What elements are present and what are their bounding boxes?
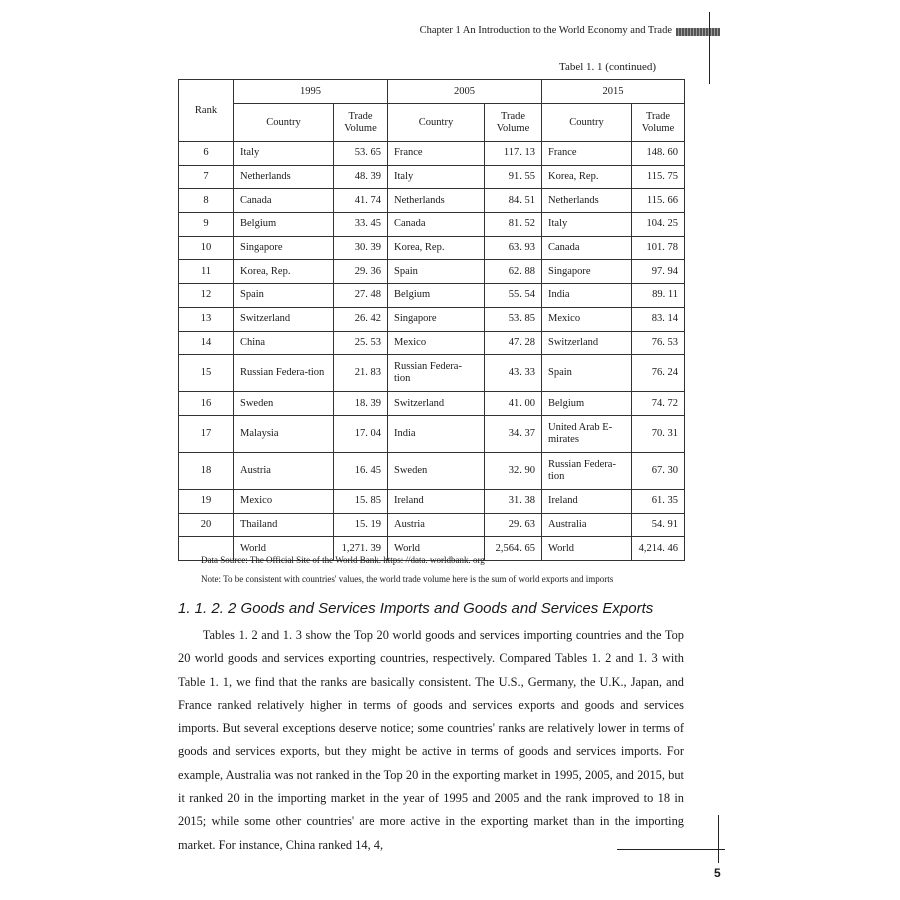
world-volume-1995-cell: 1,271. 39 — [334, 537, 388, 561]
rank-cell: 15 — [179, 355, 234, 392]
country-2015-cell: United Arab E-mirates — [542, 415, 632, 452]
footer-vertical-rule — [718, 815, 719, 863]
country-header: Country — [234, 104, 334, 142]
country-2015-cell: Netherlands — [542, 189, 632, 213]
table-row — [179, 142, 685, 166]
country-2005-cell: Korea, Rep. — [388, 236, 485, 260]
data-source-note: Data Source: The Official Site of the World Bank. https: //data. worldbank. org — [201, 555, 485, 565]
table-row — [179, 260, 685, 284]
volume-1995-cell: 33. 45 — [334, 213, 388, 237]
country-2015-cell: Mexico — [542, 307, 632, 331]
table-row — [179, 236, 685, 260]
country-1995-cell: Korea, Rep. — [234, 260, 334, 284]
volume-1995-cell: 17. 04 — [334, 415, 388, 452]
country-2015-cell: France — [542, 142, 632, 166]
country-2005-cell: Netherlands — [388, 189, 485, 213]
volume-1995-cell: 27. 48 — [334, 284, 388, 308]
rank-cell: 17 — [179, 415, 234, 452]
volume-1995-cell: 18. 39 — [334, 392, 388, 416]
volume-2005-cell: 84. 51 — [485, 189, 542, 213]
country-2005-cell: Italy — [388, 165, 485, 189]
world-country-1995-cell: World — [234, 537, 334, 561]
country-1995-cell: China — [234, 331, 334, 355]
country-2005-cell: Spain — [388, 260, 485, 284]
rank-cell: 10 — [179, 236, 234, 260]
volume-2005-cell: 31. 38 — [485, 489, 542, 513]
section-heading: 1. 1. 2. 2 Goods and Services Imports and Goods and Services Exports — [178, 600, 654, 617]
volume-2005-cell: 63. 93 — [485, 236, 542, 260]
rank-cell: 12 — [179, 284, 234, 308]
country-header: Country — [388, 104, 485, 142]
header-vertical-rule — [709, 12, 710, 84]
volume-2005-cell: 34. 37 — [485, 415, 542, 452]
country-header: Country — [542, 104, 632, 142]
table-footnote: Note: To be consistent with countries' values, the world trade volume here is the sum of world exports and imports — [201, 574, 614, 584]
country-2005-cell: Ireland — [388, 489, 485, 513]
table-row — [179, 189, 685, 213]
volume-1995-cell: 29. 36 — [334, 260, 388, 284]
world-volume-2015-cell: 4,214. 46 — [632, 537, 685, 561]
volume-2015-cell: 97. 94 — [632, 260, 685, 284]
country-2015-cell: India — [542, 284, 632, 308]
rank-cell: 14 — [179, 331, 234, 355]
country-2005-cell: Russian Federa-tion — [388, 355, 485, 392]
volume-header: Trade Volume — [485, 104, 542, 142]
table-row — [179, 331, 685, 355]
rank-cell: 13 — [179, 307, 234, 331]
country-1995-cell: Thailand — [234, 513, 334, 537]
volume-2015-cell: 61. 35 — [632, 489, 685, 513]
volume-2015-cell: 74. 72 — [632, 392, 685, 416]
table-row — [179, 284, 685, 308]
country-2015-cell: Australia — [542, 513, 632, 537]
country-2015-cell: Singapore — [542, 260, 632, 284]
table-row — [179, 489, 685, 513]
volume-1995-cell: 41. 74 — [334, 189, 388, 213]
volume-2005-cell: 117. 13 — [485, 142, 542, 166]
year-header-2005: 2005 — [388, 80, 542, 104]
table-body — [179, 142, 685, 561]
volume-1995-cell: 15. 85 — [334, 489, 388, 513]
volume-2015-cell: 115. 66 — [632, 189, 685, 213]
table-row — [179, 213, 685, 237]
country-2005-cell: Singapore — [388, 307, 485, 331]
volume-2015-cell: 54. 91 — [632, 513, 685, 537]
rank-cell: 11 — [179, 260, 234, 284]
rank-header: Rank — [179, 80, 234, 142]
year-header-2015: 2015 — [542, 80, 685, 104]
volume-2005-cell: 47. 28 — [485, 331, 542, 355]
country-2005-cell: Sweden — [388, 452, 485, 489]
table-row — [179, 513, 685, 537]
volume-2015-cell: 83. 14 — [632, 307, 685, 331]
country-2015-cell: Ireland — [542, 489, 632, 513]
country-2005-cell: Canada — [388, 213, 485, 237]
trade-volume-table — [178, 79, 685, 561]
country-1995-cell: Austria — [234, 452, 334, 489]
volume-1995-cell: 26. 42 — [334, 307, 388, 331]
world-country-2005-cell: World — [388, 537, 485, 561]
table-row — [179, 307, 685, 331]
country-2015-cell: Belgium — [542, 392, 632, 416]
volume-2015-cell: 89. 11 — [632, 284, 685, 308]
volume-1995-cell: 25. 53 — [334, 331, 388, 355]
rank-cell: 16 — [179, 392, 234, 416]
volume-header: Trade Volume — [334, 104, 388, 142]
country-1995-cell: Malaysia — [234, 415, 334, 452]
page-number: 5 — [714, 866, 721, 880]
country-1995-cell: Singapore — [234, 236, 334, 260]
table-row — [179, 392, 685, 416]
volume-header: Trade Volume — [632, 104, 685, 142]
volume-2005-cell: 81. 52 — [485, 213, 542, 237]
volume-1995-cell: 21. 83 — [334, 355, 388, 392]
volume-2015-cell: 115. 75 — [632, 165, 685, 189]
country-2015-cell: Korea, Rep. — [542, 165, 632, 189]
country-1995-cell: Switzerland — [234, 307, 334, 331]
volume-1995-cell: 15. 19 — [334, 513, 388, 537]
country-2005-cell: Mexico — [388, 331, 485, 355]
table-row — [179, 355, 685, 392]
country-2005-cell: Austria — [388, 513, 485, 537]
rank-cell: 8 — [179, 189, 234, 213]
country-2015-cell: Italy — [542, 213, 632, 237]
country-1995-cell: Spain — [234, 284, 334, 308]
volume-2015-cell: 67. 30 — [632, 452, 685, 489]
country-2015-cell: Canada — [542, 236, 632, 260]
country-1995-cell: Italy — [234, 142, 334, 166]
country-2005-cell: Switzerland — [388, 392, 485, 416]
rank-cell: 9 — [179, 213, 234, 237]
rank-cell: 7 — [179, 165, 234, 189]
volume-2005-cell: 43. 33 — [485, 355, 542, 392]
volume-1995-cell: 16. 45 — [334, 452, 388, 489]
country-1995-cell: Sweden — [234, 392, 334, 416]
world-country-2015-cell: World — [542, 537, 632, 561]
table-caption: Tabel 1. 1 (continued) — [559, 61, 656, 73]
volume-2015-cell: 76. 24 — [632, 355, 685, 392]
rank-cell: 6 — [179, 142, 234, 166]
volume-1995-cell: 48. 39 — [334, 165, 388, 189]
table-row — [179, 165, 685, 189]
volume-2015-cell: 76. 53 — [632, 331, 685, 355]
country-2005-cell: France — [388, 142, 485, 166]
volume-2015-cell: 70. 31 — [632, 415, 685, 452]
country-2015-cell: Russian Federa-tion — [542, 452, 632, 489]
volume-2015-cell: 148. 60 — [632, 142, 685, 166]
volume-2005-cell: 32. 90 — [485, 452, 542, 489]
country-1995-cell: Canada — [234, 189, 334, 213]
footer-horizontal-rule — [617, 849, 725, 850]
rank-cell: 18 — [179, 452, 234, 489]
volume-1995-cell: 53. 65 — [334, 142, 388, 166]
volume-2005-cell: 62. 88 — [485, 260, 542, 284]
volume-2005-cell: 91. 55 — [485, 165, 542, 189]
running-head-title: Chapter 1 An Introduction to the World Economy and Trade — [419, 25, 672, 36]
rank-cell: 20 — [179, 513, 234, 537]
country-2015-cell: Switzerland — [542, 331, 632, 355]
volume-2005-cell: 29. 63 — [485, 513, 542, 537]
volume-2015-cell: 104. 25 — [632, 213, 685, 237]
country-2005-cell: India — [388, 415, 485, 452]
year-header-1995: 1995 — [234, 80, 388, 104]
table-row — [179, 415, 685, 452]
volume-1995-cell: 30. 39 — [334, 236, 388, 260]
body-paragraph: Tables 1. 2 and 1. 3 show the Top 20 world goods and services importing countries and the Top 20 world goods and services exporting countries, respectively. Compared Tables 1. 2 and 1. 3 with Table 1. 1, we find that the ranks are basically consistent. The U.S., Germany, the U.K., Japan, and France ranked relatively higher in terms of goods and services exports and goods and services imports. But several exceptions deserve notice; some countries' ranks are relatively lower in terms of goods and services exports, but they might be active in terms of goods and services imports. For example, Australia was not ranked in the Top 20 in the exporting market in 1995, 2005, and 2015, but it ranked 20 in the importing market in the year of 1995 and 2005 and the rank improved to 18 in 2015; while some other countries' are more active in the exporting market than in the importing market. For instance, China ranked 14, 4, — [178, 628, 684, 852]
volume-2005-cell: 53. 85 — [485, 307, 542, 331]
volume-2005-cell: 41. 00 — [485, 392, 542, 416]
world-volume-2005-cell: 2,564. 65 — [485, 537, 542, 561]
header-decorative-bar — [676, 28, 720, 36]
country-1995-cell: Mexico — [234, 489, 334, 513]
rank-cell: 19 — [179, 489, 234, 513]
country-1995-cell: Belgium — [234, 213, 334, 237]
country-1995-cell: Netherlands — [234, 165, 334, 189]
volume-2015-cell: 101. 78 — [632, 236, 685, 260]
table-row — [179, 452, 685, 489]
country-2005-cell: Belgium — [388, 284, 485, 308]
country-1995-cell: Russian Federa-tion — [234, 355, 334, 392]
volume-2005-cell: 55. 54 — [485, 284, 542, 308]
country-2015-cell: Spain — [542, 355, 632, 392]
